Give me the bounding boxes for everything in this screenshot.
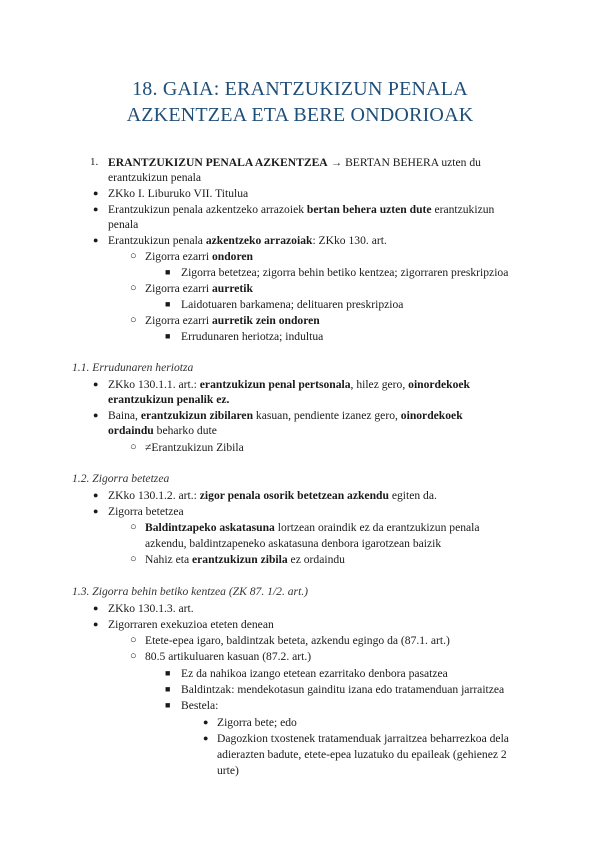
bold-text: ordaindu <box>108 424 154 437</box>
bullet-icon <box>93 617 98 632</box>
list-item: ≠Erantzukizun Zibila <box>145 441 244 454</box>
list-item-continuation <box>108 392 229 407</box>
list-item <box>108 408 463 423</box>
bullet-icon <box>93 186 98 201</box>
text: erantzukizun <box>431 203 495 216</box>
square-bullet-icon <box>165 698 170 713</box>
bold-text: erantzukizun zibilaren <box>140 409 254 422</box>
text: Baina, <box>108 409 141 422</box>
list-item: Zigorra betetzea; zigorra behin betiko kentzea; zigorraren preskripzioa <box>181 266 509 279</box>
square-bullet-icon <box>165 666 170 681</box>
text: , hilez gero, <box>350 378 409 391</box>
document-title-line-2: AZKENTZEA ETA BERE ONDORIOAK <box>126 104 474 126</box>
list-item: Zigorra betetzea <box>108 505 184 518</box>
circle-bullet-icon <box>130 520 137 535</box>
square-bullet-icon <box>165 329 170 344</box>
bold-text: Baldintzapeko askatasuna <box>145 521 275 534</box>
text: ZKko 130.1.1. art.: <box>108 378 200 391</box>
list-item-continuation: urte) <box>217 764 239 777</box>
list-item: Etete-epea igaro, baldintzak beteta, azkendu egingo da (87.1. art.) <box>145 634 450 647</box>
bold-text: erantzukizun zibila <box>192 553 288 566</box>
list-item: Zigorra bete; edo <box>217 716 297 729</box>
list-item-continuation <box>108 423 217 438</box>
list-item: ZKko 130.1.3. art. <box>108 602 194 615</box>
circle-bullet-icon <box>130 313 137 328</box>
bullet-icon <box>93 504 98 519</box>
bold-text: ERANTZUKIZUN PENALA AZKENTZEA <box>108 156 328 169</box>
list-item: Laidotuaren barkamena; delituaren preskripzioa <box>181 298 404 311</box>
list-item: Dagozkion txostenek tratamenduak jarraitzea beharrezkoa dela <box>217 732 509 745</box>
bullet-icon <box>93 233 98 248</box>
list-item: 80.5 artikuluaren kasuan (87.2. art.) <box>145 650 312 663</box>
text: Nahiz eta <box>145 553 192 566</box>
section-heading: 1.3. Zigorra behin betiko kentzea (ZK 87. 1/2. art.) <box>72 585 309 598</box>
circle-bullet-icon <box>130 633 137 648</box>
bold-text: zigor penala osorik betetzean azkendu <box>199 489 389 502</box>
text: : ZKko 130. art. <box>312 234 387 247</box>
list-item <box>145 249 253 264</box>
bold-text: azkentzeko arrazoiak <box>205 234 313 247</box>
text: Zigorra ezarri <box>145 314 212 327</box>
bold-text: bertan behera uzten dute <box>306 203 432 216</box>
list-item <box>108 377 470 392</box>
list-item: Bestela: <box>181 699 219 712</box>
list-item-continuation: erantzukizun penala <box>108 171 202 184</box>
list-item: ZKko I. Liburuko VII. Titulua <box>108 187 249 200</box>
text: Erantzukizun penala <box>108 234 206 247</box>
circle-bullet-icon <box>130 281 137 296</box>
list-item: Errudunaren heriotza; indultua <box>181 330 324 343</box>
circle-bullet-icon <box>130 249 137 264</box>
bullet-icon <box>93 488 98 503</box>
bold-text: oinordekoek <box>408 378 470 391</box>
list-number: 1. <box>90 156 99 168</box>
bold-text: erantzukizun penal pertsonala <box>199 378 351 391</box>
list-item: Baldintzak: mendekotasun gainditu izana edo tratamenduan jarraitzea <box>181 683 505 696</box>
list-item-continuation: azkendu, baldintzapeneko askatasuna denbora igarotzean baizik <box>145 537 442 550</box>
list-item <box>108 233 387 248</box>
section-heading: 1.2. Zigorra betetzea <box>72 472 170 485</box>
bullet-icon <box>203 731 208 746</box>
section-heading: 1.1. Errudunaren heriotza <box>72 361 194 374</box>
list-item <box>108 202 494 217</box>
list-item <box>108 488 437 503</box>
text: kasuan, pendiente izanez gero, <box>253 409 401 422</box>
list-item-continuation: adierazten badute, etete-epea luzatuko du epaileak (gehienez 2 <box>217 748 507 761</box>
bullet-icon <box>203 715 208 730</box>
bold-text: erantzukizun penalik ez. <box>108 393 230 406</box>
circle-bullet-icon <box>130 649 137 664</box>
list-item <box>145 552 345 567</box>
bullet-icon <box>93 377 98 392</box>
circle-bullet-icon <box>130 440 137 455</box>
square-bullet-icon <box>165 265 170 280</box>
bold-text: aurretik zein ondoren <box>211 314 320 327</box>
list-item <box>145 520 480 535</box>
bold-text: ondoren <box>211 250 253 263</box>
list-item <box>108 155 481 170</box>
text: lortzean oraindik ez da erantzukizun penala <box>274 521 480 534</box>
bullet-icon <box>93 601 98 616</box>
text: Zigorra ezarri <box>145 250 212 263</box>
bullet-icon <box>93 202 98 217</box>
square-bullet-icon <box>165 297 170 312</box>
list-item <box>145 281 253 296</box>
bold-text: oinordekoek <box>400 409 463 422</box>
text: ez ordaindu <box>287 553 345 566</box>
list-item-continuation: penala <box>108 218 139 231</box>
text: egiten da. <box>388 489 437 502</box>
document-title-line-1: 18. GAIA: ERANTZUKIZUN PENALA <box>132 78 468 100</box>
square-bullet-icon <box>165 682 170 697</box>
circle-bullet-icon <box>130 552 137 567</box>
text: Erantzukizun penala azkentzeko arrazoiek <box>108 203 307 216</box>
list-item <box>145 313 320 328</box>
text: beharko dute <box>153 424 217 437</box>
list-item: Ez da nahikoa izango etetean ezarritako denbora pasatzea <box>181 667 448 680</box>
bold-text: aurretik <box>211 282 253 295</box>
text: Zigorra ezarri <box>145 282 212 295</box>
text: ZKko 130.1.2. art.: <box>108 489 200 502</box>
text: → BERTAN BEHERA uzten du <box>327 156 481 169</box>
bullet-icon <box>93 408 98 423</box>
list-item: Zigorraren exekuzioa eteten denean <box>108 618 274 631</box>
